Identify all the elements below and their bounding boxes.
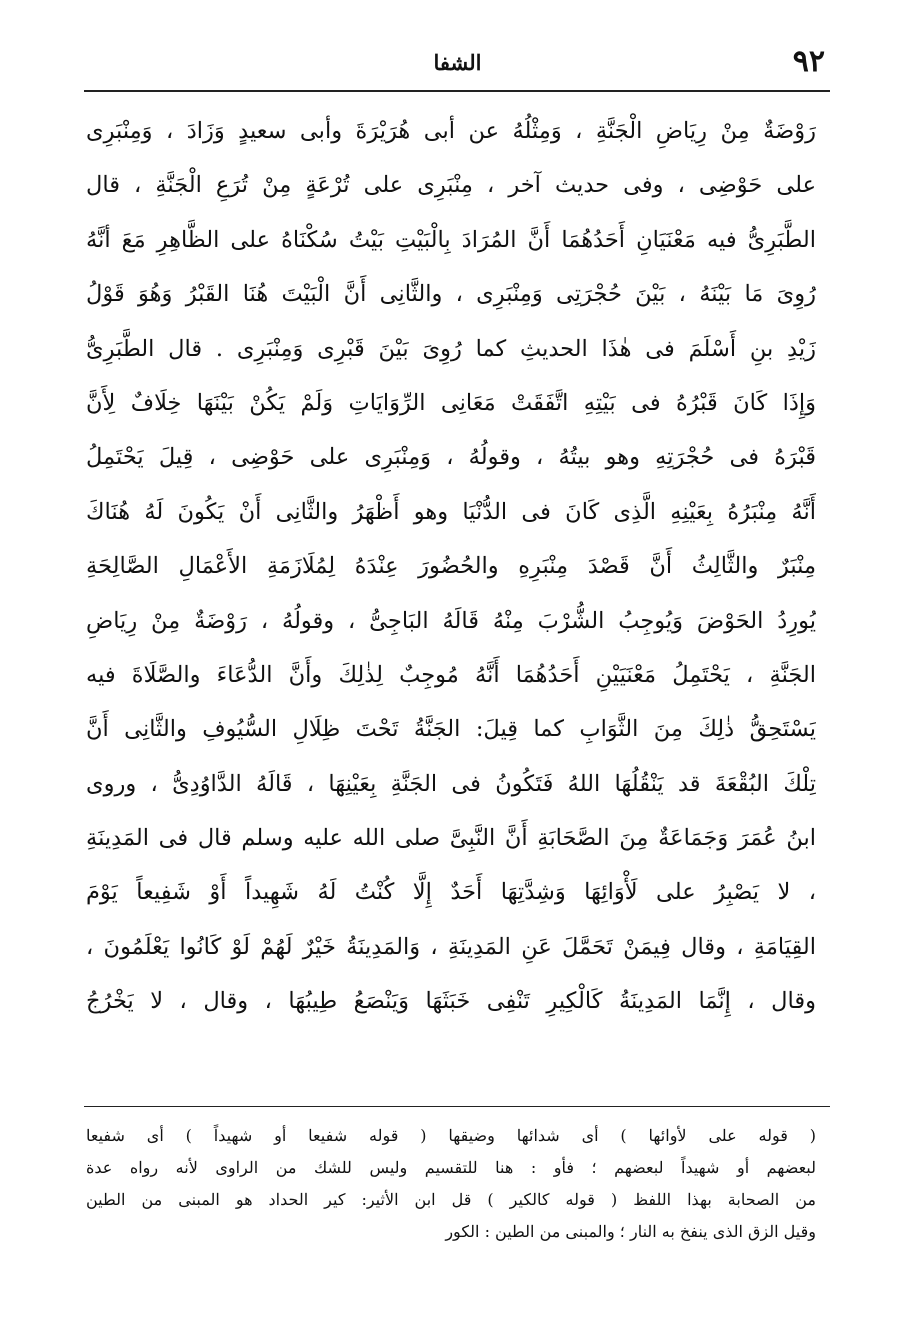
text-line: قَبْرَهُ فى حُجْرَتِهِ وهو بيتُهُ ، وقولُهُ ، وَمِنْبَرِى على حَوْضِى ، قِيلَ يَحْتَمِلُ bbox=[86, 444, 816, 471]
page-number: ٩٢ bbox=[792, 44, 825, 79]
footnote-line: وقيل الزق الذى ينفخ به النار ؛ والمبنى من الطين : الكور bbox=[445, 1222, 816, 1241]
footnotes bbox=[86, 1120, 816, 1248]
text-line: أَنَّهُ مِنْبَرُهُ بِعَيْنِهِ الَّذِى كَانَ فى الدُّنْيَا وهو أَظْهَرُ والثَّانِى أَنْ يَكُونَ لَهُ هُنَاكَ bbox=[86, 498, 816, 525]
text-line: وَإِذَا كَانَ قَبْرُهُ فى بَيْتِهِ اتَّفَقَتْ مَعَانِى الرِّوَايَاتِ وَلَمْ يَكُنْ بَيْنَهَا خِلَافٌ لِأَنَّ bbox=[86, 389, 816, 416]
text-line: يُورِدُ الحَوْضَ وَيُوجِبُ الشُّرْبَ مِنْهُ قَالَهُ البَاجِىُّ ، وقولُهُ ، رَوْضَةٌ مِنْ رِيَاضِ bbox=[86, 607, 816, 634]
text-line: الجَنَّةِ ، يَحْتَمِلُ مَعْنَيَيْنِ أَحَدُهُمَا أَنَّهُ مُوجِبٌ لِذٰلِكَ وأَنَّ الدُّعَاءَ والصَّلَاةَ فيه bbox=[86, 661, 816, 688]
footnote-line: ( قوله على لأوائها ) أى شدائها وضيقها ( قوله شفيعا أو شهيداً ) أى شفيعا bbox=[86, 1126, 816, 1145]
running-title: الشفا bbox=[433, 50, 482, 75]
text-line: رَوْضَةٌ مِنْ رِيَاضِ الْجَنَّةِ ، وَمِثْلُهُ عن أبى هُرَيْرَةَ وأبى سعيدٍ وَزَادَ ، وَمِنْبَرِى bbox=[86, 118, 816, 144]
text-line: القِيَامَةِ ، وقال فِيمَنْ تَحَمَّلَ عَنِ المَدِينَةِ ، وَالمَدِينَةُ خَيْرٌ لَهُمْ لَوْ كَانُوا يَعْلَمُونَ ، bbox=[86, 933, 816, 960]
text-line: زَيْدِ بنِ أَسْلَمَ فى هٰذَا الحديثِ كما رُوِىَ بَيْنَ قَبْرِى وَمِنْبَرِى . قال الطَّبَرِىُّ bbox=[86, 335, 816, 362]
text-line: على حَوْضِى ، وفى حديث آخر ، مِنْبَرِى على تُرْعَةٍ مِنْ تُرَعِ الْجَنَّةِ ، قال bbox=[86, 172, 816, 199]
text-line: ابنُ عُمَرَ وَجَمَاعَةٌ مِنَ الصَّحَابَةِ أَنَّ النَّبِىَّ صلى الله عليه وسلم قال فى المَدِينَةِ bbox=[86, 825, 816, 852]
header-rule bbox=[84, 90, 830, 92]
text-line: ، لا يَصْبِرُ على لَأْوَائِهَا وَشِدَّتِهَا أَحَدٌ إِلَّا كُنْتُ لَهُ شَهِيداً أَوْ شَفِيعاً يَوْمَ bbox=[86, 879, 816, 906]
main-text bbox=[86, 104, 816, 1029]
text-line: وقال ، إِنَّمَا المَدِينَةُ كَالْكِيرِ تَنْفِى خَبَثَهَا وَيَنْصَعُ طِيبُهَا ، وقال ، لا يَخْرُجُ bbox=[86, 988, 816, 1015]
running-head bbox=[90, 40, 825, 88]
text-line: مِنْبَرٌ والثَّالِثُ أَنَّ قَصْدَ مِنْبَرِهِ والحُضُورَ عِنْدَهُ لِمُلَازَمَةِ الأَعْمَالِ الصَّالِحَةِ bbox=[86, 553, 816, 580]
footnote-line: من الصحابة بهذا اللفظ ( قوله كالكير ) قل ابن الأثير: كير الحداد هو المبنى من الطين bbox=[86, 1190, 816, 1209]
footnote-rule bbox=[84, 1106, 830, 1107]
text-line: تِلْكَ البُقْعَةَ قد يَنْقُلُهَا اللهُ فَتَكُونُ فى الجَنَّةِ بِعَيْنِهَا ، قَالَهُ الدَّاوُدِىُّ ، وروى bbox=[86, 770, 816, 797]
text-line: رُوِىَ مَا بَيْنَهُ ، بَيْنَ حُجْرَتِى وَمِنْبَرِى ، والثَّانِى أَنَّ الْبَيْتَ هُنَا القَبْرُ وَهُوَ قَوْلُ bbox=[86, 281, 816, 308]
text-line: يَسْتَحِقُّ ذٰلِكَ مِنَ الثَّوَابِ كما قِيلَ: الجَنَّةُ تَحْتَ ظِلَالِ السُّيُوفِ والثَّانِى أَنَّ bbox=[86, 716, 816, 743]
text-line: الطَّبَرِىُّ فيه مَعْنَيَانِ أَحَدُهُمَا أَنَّ المُرَادَ بِالْبَيْتِ بَيْتُ سُكْنَاهُ على الظَّاهِرِ مَعَ أنَّهُ bbox=[86, 226, 816, 253]
footnote-line: لبعضهم أو شهيداً لبعضهم ؛ فأو : هنا للتقسيم وليس للشك من الراوى لأنه رواه عدة bbox=[86, 1158, 816, 1177]
